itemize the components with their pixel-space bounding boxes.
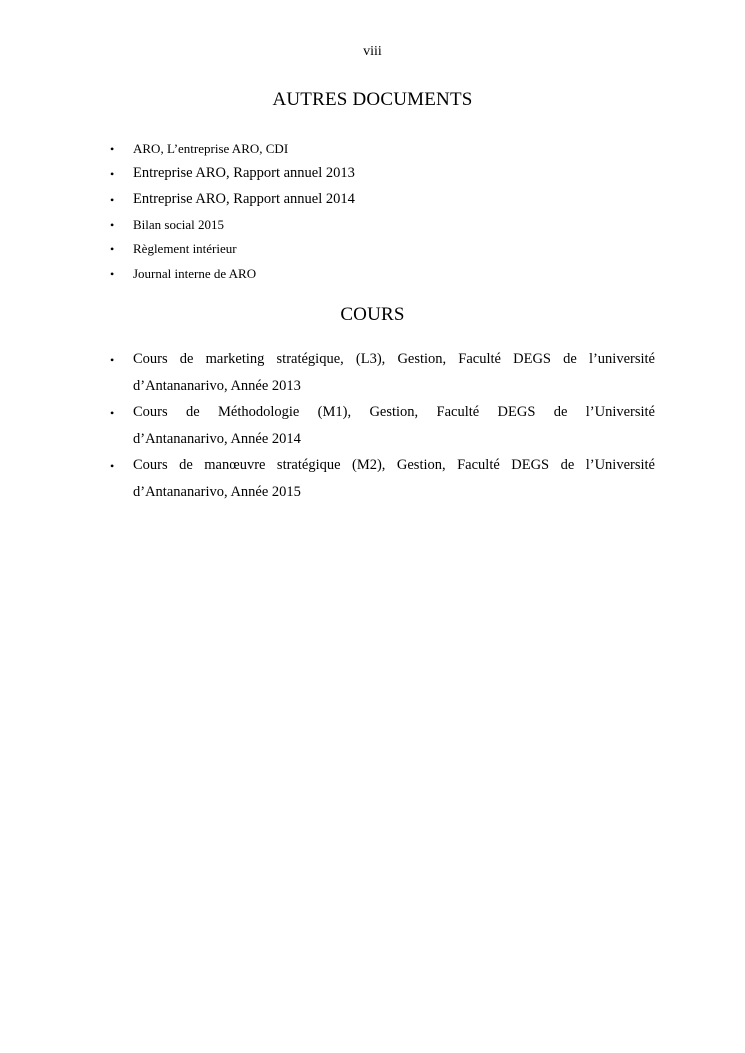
list-item: [0, 240, 355, 265]
bullet-icon: •: [110, 406, 115, 420]
list-item: [0, 346, 655, 399]
bullet-icon: •: [110, 267, 115, 281]
list-item: [0, 140, 355, 164]
course-line-1: Cours de marketing stratégique, (L3), Gestion, Faculté DEGS de l’université: [133, 351, 655, 367]
course-line-2: d’Antananarivo, Année 2013: [133, 377, 301, 394]
bullet-icon: •: [110, 353, 115, 367]
bullet-icon: •: [110, 218, 115, 232]
bullet-icon: •: [110, 242, 115, 256]
list-item: [0, 452, 655, 505]
autres-documents-list: [0, 140, 355, 290]
cours-list: [0, 346, 745, 505]
bullet-icon: •: [110, 142, 115, 156]
list-item-text: ARO, L’entreprise ARO, CDI: [133, 141, 289, 156]
bullet-icon: •: [110, 167, 115, 181]
list-item-text: Bilan social 2015: [133, 217, 224, 232]
list-item: [0, 399, 655, 452]
section-title-autres-documents: AUTRES DOCUMENTS: [272, 89, 473, 110]
course-line-1: Cours de Méthodologie (M1), Gestion, Faculté DEGS de l’Université: [133, 404, 655, 420]
course-line-2: d’Antananarivo, Année 2015: [133, 483, 301, 500]
bullet-icon: •: [110, 193, 115, 207]
course-line-1: Cours de manœuvre stratégique (M2), Gestion, Faculté DEGS de l’Université: [133, 457, 655, 473]
bullet-icon: •: [110, 459, 115, 473]
list-item: [0, 190, 355, 216]
list-item: [0, 216, 355, 240]
list-item-text: Entreprise ARO, Rapport annuel 2013: [133, 165, 355, 181]
list-item-text: Journal interne de ARO: [133, 266, 257, 281]
list-item: [0, 164, 355, 190]
list-item: [0, 265, 355, 290]
list-item-text: Règlement intérieur: [133, 241, 237, 256]
course-line-2: d’Antananarivo, Année 2014: [133, 430, 301, 447]
page-number: viii: [363, 44, 382, 59]
section-title-cours: COURS: [340, 304, 405, 325]
list-item-text: Entreprise ARO, Rapport annuel 2014: [133, 191, 355, 207]
